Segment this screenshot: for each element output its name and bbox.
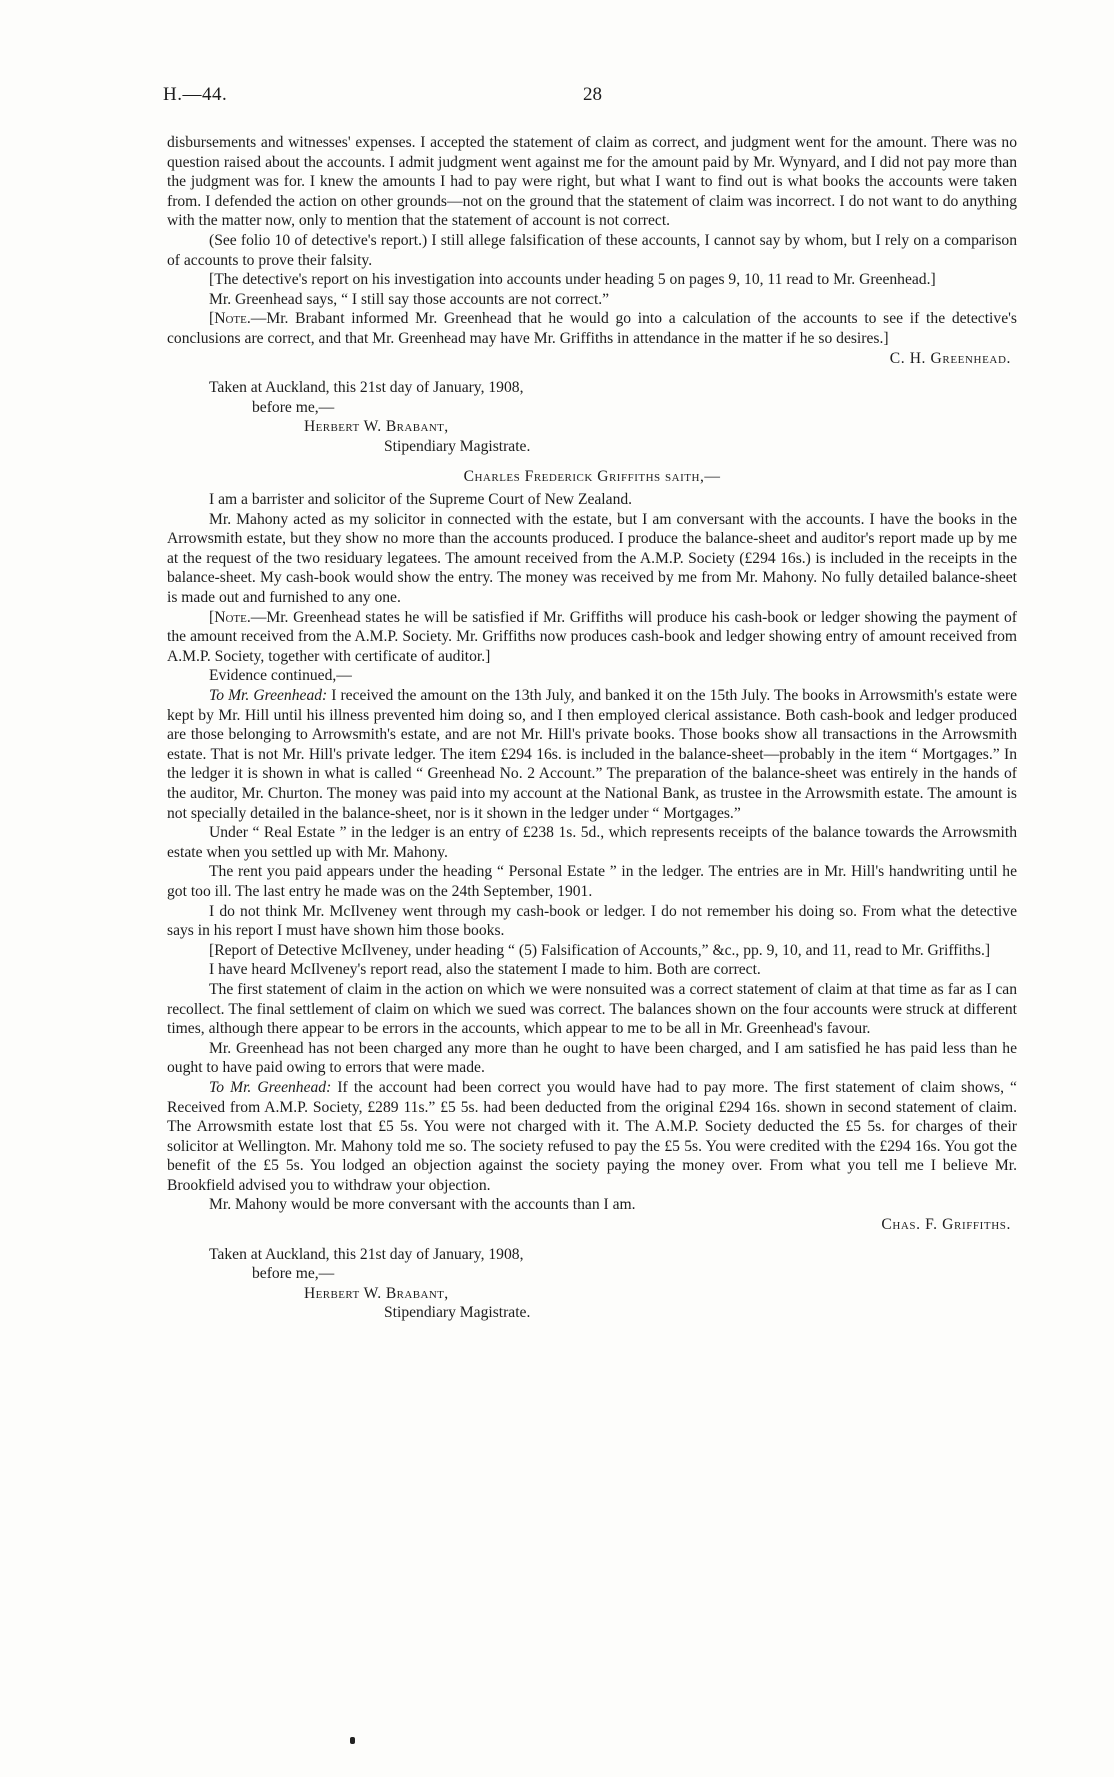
note-paragraph	[167, 309, 1017, 348]
page-number: 28	[583, 84, 602, 105]
paragraph: [Report of Detective McIlveney, under heading “ (5) Falsification of Accounts,” &c., pp. 9, 10, and 11, read to Mr. Griffiths.]	[209, 941, 991, 959]
magistrate-name: Herbert W. Brabant,	[304, 1284, 449, 1302]
paragraph: disbursements and witnesses' expenses. I accepted the statement of claim as correct, and judgment went for the amount. There was no question raised about the accounts. I admit judgment went against me for the amount paid by Mr. Wynyard, and I did not pay more than the judgment was for. I knew the amounts I had to pay were right, but what I want to find out is what books the accounts were taken from. I defended the action on other grounds—not on the ground that the statement of claim was incorrect. I do not want to do anything with the matter now, only to mention that the statement of account is not correct.	[167, 134, 1017, 230]
magistrate-name: Herbert W. Brabant,	[304, 418, 449, 436]
before-me-line: before me,—	[252, 398, 335, 416]
paragraph	[167, 1078, 1017, 1196]
paragraph: The rent you paid appears under the heading “ Personal Estate ” in the ledger. The entries are in Mr. Hill's handwriting until he got too ill. The last entry he made was on the 24th September, 1901.	[167, 863, 1017, 900]
paragraph: Mr. Mahony acted as my solicitor in connected with the estate, but I am conversant with the accounts. I have the books in the Arrowsmith estate, but they show no more than the accounts produced. I produce the balance-sheet and auditor's report made up by me at the request of the two residuary legatees. The amount received from the A.M.P. Society (£294 16s.) is included in the receipts in the balance-sheet. My cash-book would show the entry. The money was received by me from Mr. Mahony. No fully detailed balance-sheet is made out and furnished to any one.	[167, 510, 1017, 607]
paragraph: Evidence continued,—	[209, 667, 352, 685]
note-text: —Mr. Brabant informed Mr. Greenhead that he would go into a calculation of the accounts to see if the detective's conclusions are correct, and that Mr. Greenhead may have Mr. Griffiths in attendance in the matter if he so desires.]	[167, 310, 1017, 347]
paragraph: [The detective's report on his investigation into accounts under heading 5 on pages 9, 10, 11 read to Mr. Greenhead.]	[209, 271, 936, 289]
paragraph: Mr. Greenhead has not been charged any more than he ought to have been charged, and I am satisfied he has paid less than he ought to have paid owing to errors that were made.	[167, 1039, 1017, 1077]
paragraph: (See folio 10 of detective's report.) I still allege falsification of these accounts, I cannot say by whom, but I rely on a comparison of accounts to prove their falsity.	[167, 231, 1017, 269]
examiner-lead: To Mr. Greenhead:	[209, 687, 328, 705]
ink-speck	[350, 1737, 355, 1744]
signature-griffiths: Chas. F. Griffiths.	[881, 1216, 1011, 1234]
taken-at-line: Taken at Auckland, this 21st day of January, 1908,	[209, 1245, 524, 1263]
body-text	[167, 133, 1017, 1323]
paragraph-text: If the account had been correct you would have had to pay more. The first statement of claim shows, “ Received from A.M.P. Society, £289 11s.” £5 5s. had been deducted from the original £294 16s. shown in second statement of claim. The Arrowsmith estate lost that £5 5s. You were not charged with it. The A.M.P. Society deducted the £5 5s. for charges of their solicitor at Wellington. Mr. Mahony told me so. The society refused to pay the £5 5s. You were credited with the £294 16s. You got the benefit of the £5 5s. You lodged an objection against the society paying the money over. From what you tell me I believe Mr. Brookfield advised you to withdraw your objection.	[167, 1078, 1017, 1194]
note-label: [Note.	[209, 310, 251, 328]
paragraph: Under “ Real Estate ” in the ledger is an entry of £238 1s. 5d., which represents receipts of the balance towards the Arrowsmith estate when you settled up with Mr. Mahony.	[167, 824, 1017, 861]
paragraph: I do not think Mr. McIlveney went through my cash-book or ledger. I do not remember his doing so. From what the detective says in his report I must have shown him those books.	[167, 902, 1017, 940]
examiner-lead: To Mr. Greenhead:	[209, 1078, 332, 1096]
paragraph: Mr. Mahony would be more conversant with the accounts than I am.	[209, 1196, 636, 1214]
note-label: [Note.	[209, 608, 251, 626]
paragraph: The first statement of claim in the action on which we were nonsuited was a correct statement of claim at that time as far as I can recollect. The final settlement of claim on which we sued was correct. The balances shown on the four accounts were struck at different times, although there appear to be errors in the accounts, which appear to me to be all in Mr. Greenhead's favour.	[167, 980, 1017, 1038]
magistrate-title: Stipendiary Magistrate.	[384, 1304, 531, 1322]
taken-at-line: Taken at Auckland, this 21st day of January, 1908,	[209, 379, 524, 397]
paragraph: I have heard McIlveney's report read, also the statement I made to him. Both are correct.	[209, 961, 761, 979]
witness-heading: Charles Frederick Griffiths saith,—	[463, 467, 721, 485]
paragraph	[167, 686, 1017, 823]
document-code: H.—44.	[163, 84, 228, 105]
signature-greenhead: C. H. Greenhead.	[889, 349, 1011, 367]
paragraph: I am a barrister and solicitor of the Supreme Court of New Zealand.	[209, 491, 633, 509]
before-me-line: before me,—	[252, 1265, 335, 1283]
note-paragraph	[167, 608, 1017, 667]
paragraph: Mr. Greenhead says, “ I still say those accounts are not correct.”	[209, 290, 610, 308]
note-text: —Mr. Greenhead states he will be satisfied if Mr. Griffiths will produce his cash-book or ledger showing the payment of the amount received from the A.M.P. Society. Mr. Griffiths now produces cash-book and ledger showing entry of amount received from A.M.P. Society, together with certificate of auditor.]	[167, 608, 1017, 665]
page-header	[163, 84, 1017, 110]
paragraph-text: I received the amount on the 13th July, and banked it on the 15th July. The books in Arrowsmith's estate were kept by Mr. Hill until his illness prevented him doing so, and I then employed clerical assistance. Both cash-book and ledger produced are those belonging to Arrowsmith's estate, and are not Mr. Hill's private books. Those books show all transactions in the Arrowsmith estate. That is not Mr. Hill's private ledger. The item £294 16s. is included in the balance-sheet—probably in the item “ Mortgages.” In the ledger it is shown in what is called “ Greenhead No. 2 Account.” The preparation of the balance-sheet was entirely in the hands of the auditor, Mr. Churton. The money was paid into my account at the National Bank, as trustee in the Arrowsmith estate. The amount is not specially detailed in the balance-sheet, nor is it shown in the ledger under “ Mortgages.”	[167, 687, 1017, 822]
magistrate-title: Stipendiary Magistrate.	[384, 437, 531, 455]
